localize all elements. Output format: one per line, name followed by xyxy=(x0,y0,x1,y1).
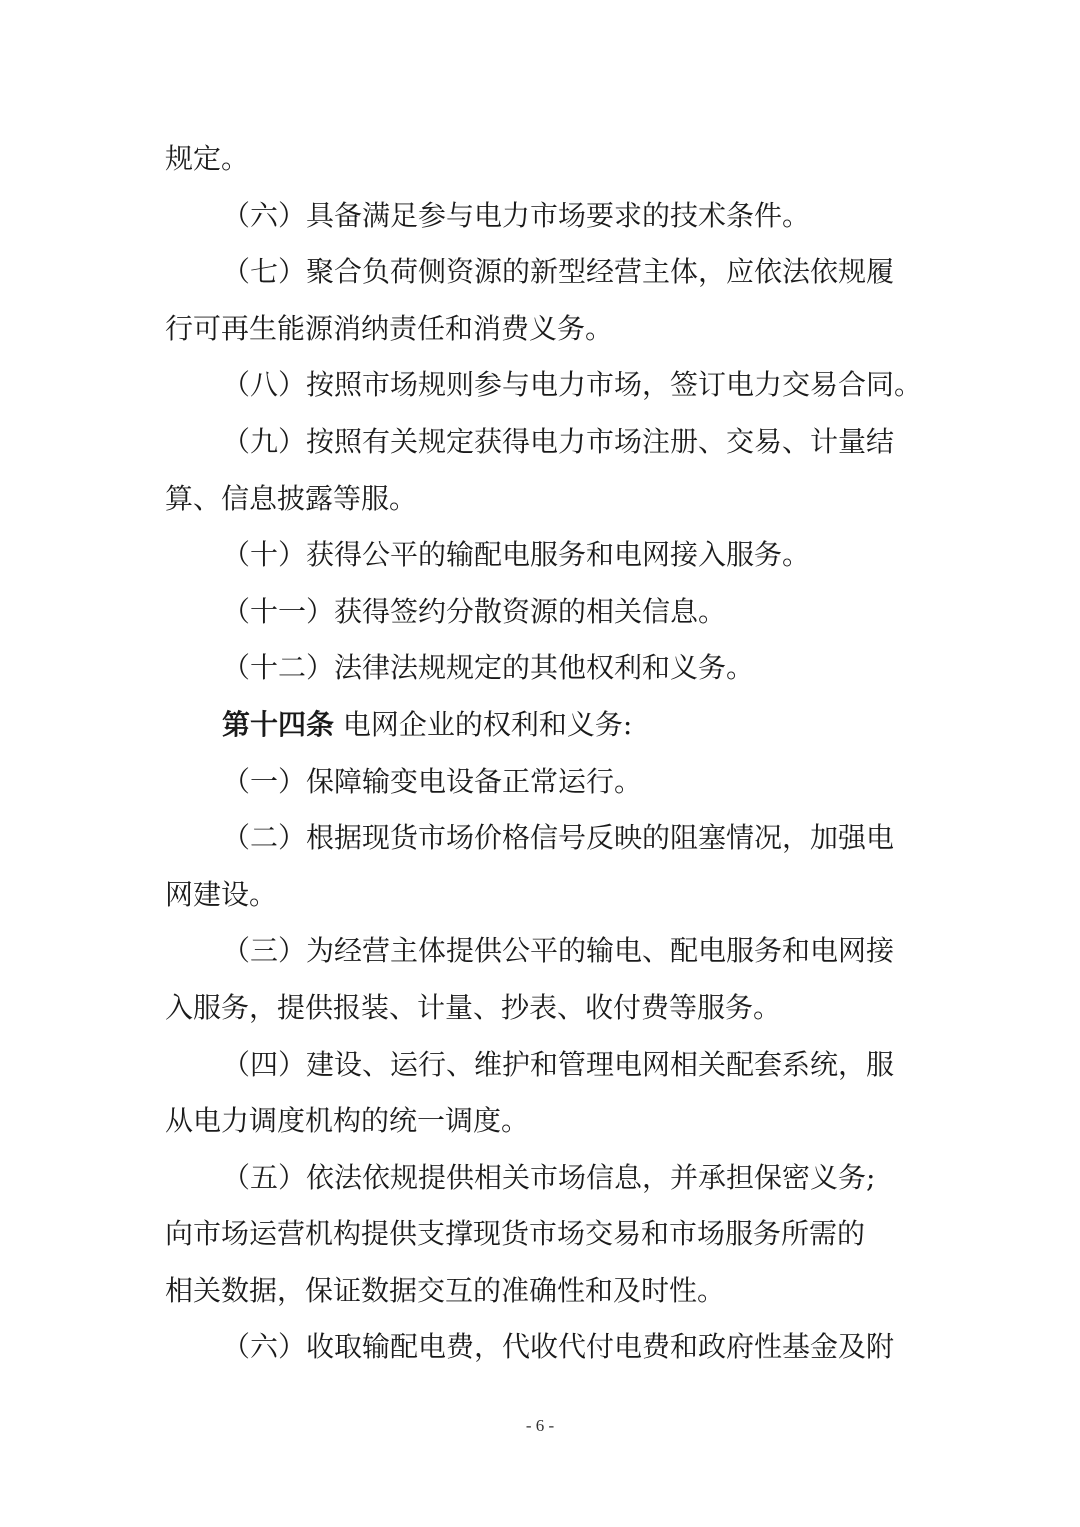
text-line xyxy=(165,697,915,754)
text-line xyxy=(165,1093,915,1150)
line-text: （十）获得公平的输配电服务和电网接入服务。 xyxy=(222,538,811,572)
text-line xyxy=(165,1319,915,1376)
line-text: （九）按照有关规定获得电力市场注册、交易、计量结 xyxy=(222,424,895,458)
line-text: （十二）法律法规规定的其他权利和义务。 xyxy=(222,651,755,685)
text-line xyxy=(165,414,915,471)
text-line xyxy=(165,527,915,584)
text-line xyxy=(165,301,915,358)
line-text: 行可再生能源消纳责任和消费义务。 xyxy=(165,311,614,345)
text-line xyxy=(165,867,915,924)
line-text: 入服务，提供报装、计量、抄表、收付费等服务。 xyxy=(165,990,782,1024)
text-line xyxy=(165,1037,915,1094)
article-heading: 第十四条 xyxy=(222,707,335,741)
line-text: （六）收取输配电费，代收代付电费和政府性基金及附 xyxy=(222,1330,895,1364)
line-text: 从电力调度机构的统一调度。 xyxy=(165,1104,530,1138)
text-line xyxy=(165,1150,915,1207)
line-text: （十一）获得签约分散资源的相关信息。 xyxy=(222,594,727,628)
text-line xyxy=(165,923,915,980)
text-line xyxy=(165,244,915,301)
text-line xyxy=(165,188,915,245)
line-text: （七）聚合负荷侧资源的新型经营主体，应依法依规履 xyxy=(222,255,895,289)
line-text: 电网企业的权利和义务: xyxy=(334,707,633,741)
text-line xyxy=(165,980,915,1037)
line-text: 规定。 xyxy=(165,142,250,175)
line-text: 网建设。 xyxy=(165,877,278,911)
line-text: 算、信息披露等服。 xyxy=(165,481,418,515)
text-line xyxy=(165,357,923,414)
text-line xyxy=(165,1263,915,1320)
page-number: - 6 - xyxy=(525,1416,555,1435)
line-text: （五）依法依规提供相关市场信息，并承担保密义务; xyxy=(222,1160,876,1194)
text-line xyxy=(165,1206,915,1263)
line-text: （一）保障输变电设备正常运行。 xyxy=(222,764,643,798)
line-text: （四）建设、运行、维护和管理电网相关配套系统，服 xyxy=(222,1047,895,1081)
line-text: （二）根据现货市场价格信号反映的阻塞情况，加强电 xyxy=(222,821,895,855)
text-line xyxy=(165,584,915,641)
text-line xyxy=(165,471,915,528)
line-text: （三）为经营主体提供公平的输电、配电服务和电网接 xyxy=(222,934,895,968)
text-line xyxy=(165,131,915,188)
line-text: （八）按照市场规则参与电力市场，签订电力交易合同。 xyxy=(222,368,923,402)
line-text: （六）具备满足参与电力市场要求的技术条件。 xyxy=(222,198,811,232)
line-text: 相关数据，保证数据交互的准确性和及时性。 xyxy=(165,1273,726,1307)
line-text: 向市场运营机构提供支撑现货市场交易和市场服务所需的 xyxy=(165,1217,866,1251)
text-line xyxy=(165,810,915,867)
document-body xyxy=(165,131,923,1376)
text-line xyxy=(165,640,915,697)
text-line xyxy=(165,754,915,811)
